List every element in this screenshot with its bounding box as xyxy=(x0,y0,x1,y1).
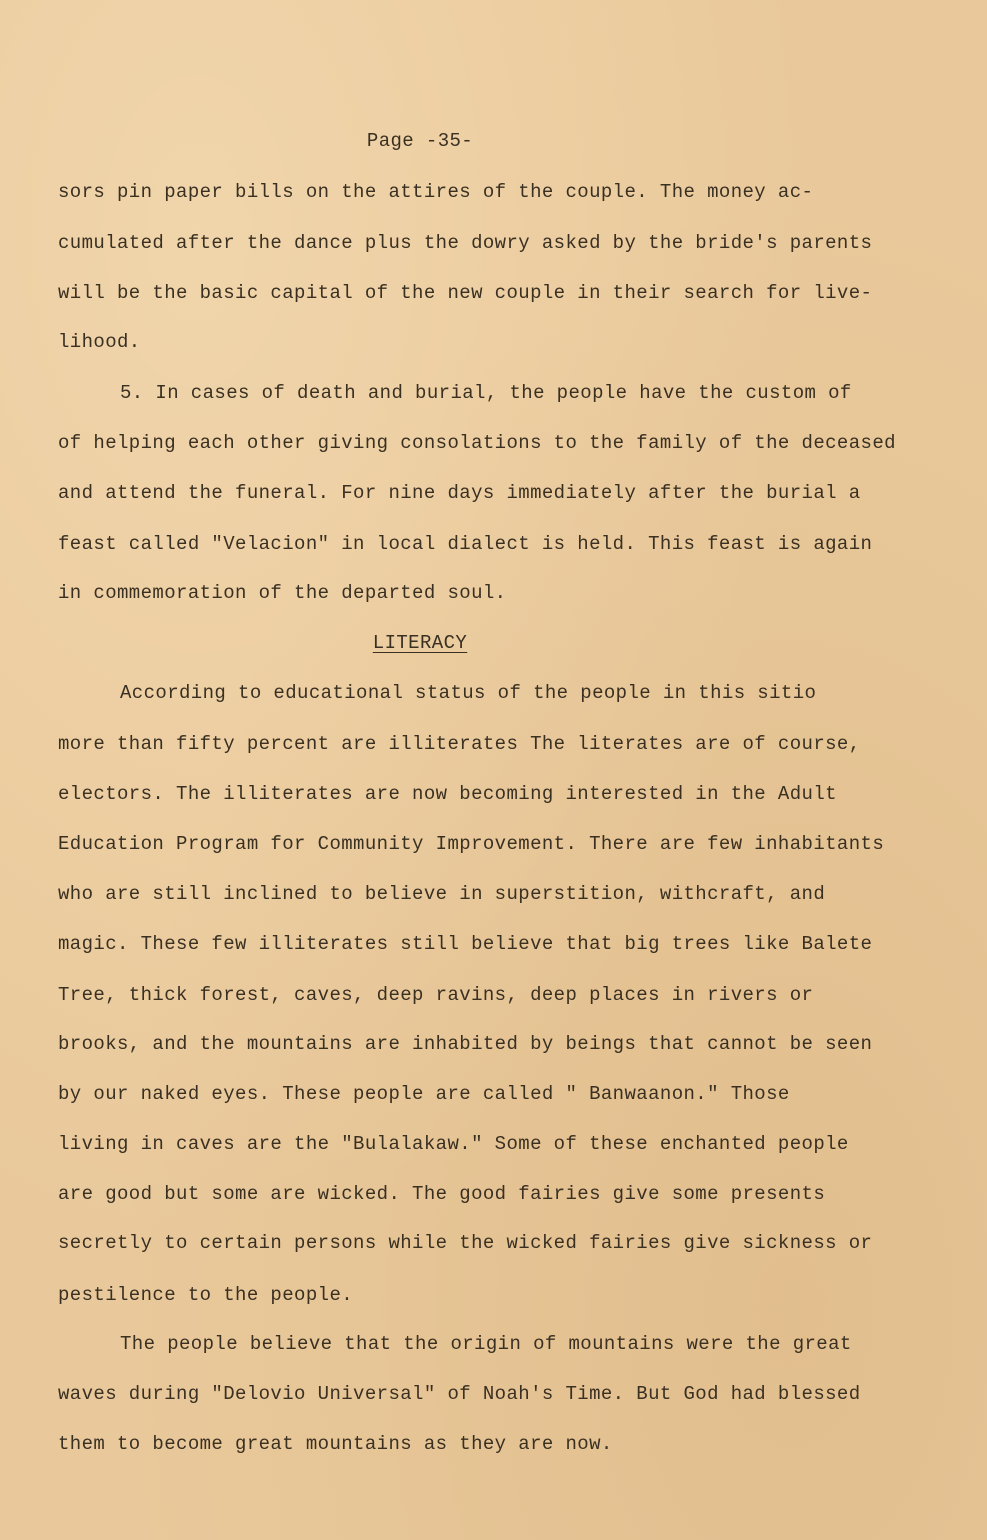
text-line: in commemoration of the departed soul. xyxy=(58,582,507,604)
text-line: magic. These few illiterates still believe that big trees like Balete xyxy=(58,933,873,955)
text-line: waves during "Delovio Universal" of Noah's Time. But God had blessed xyxy=(58,1383,861,1405)
text-line: sors pin paper bills on the attires of the couple. The money ac- xyxy=(58,181,814,203)
text-line: Education Program for Community Improvement. There are few inhabitants xyxy=(58,833,885,855)
text-line: lihood. xyxy=(58,331,141,353)
text-line: of helping each other giving consolations to the family of the deceased xyxy=(58,432,896,454)
text-line: secretly to certain persons while the wicked fairies give sickness or xyxy=(58,1232,873,1254)
text-line: feast called "Velacion" in local dialect is held. This feast is again xyxy=(58,533,873,555)
text-line: them to become great mountains as they are now. xyxy=(58,1433,613,1455)
text-line: The people believe that the origin of mountains were the great xyxy=(120,1333,852,1355)
text-line: According to educational status of the people in this sitio xyxy=(120,682,817,704)
text-line: cumulated after the dance plus the dowry asked by the bride's parents xyxy=(58,232,873,254)
text-line: by our naked eyes. These people are called " Banwaanon." Those xyxy=(58,1083,790,1105)
text-line: electors. The illiterates are now becoming interested in the Adult xyxy=(58,783,837,805)
text-line: who are still inclined to believe in superstition, withcraft, and xyxy=(58,883,826,905)
page-number: Page -35- xyxy=(366,130,474,152)
text-line: living in caves are the "Bulalakaw." Some of these enchanted people xyxy=(58,1133,849,1155)
text-line: are good but some are wicked. The good fairies give some presents xyxy=(58,1183,826,1205)
text-line: 5. In cases of death and burial, the people have the custom of xyxy=(120,382,852,404)
text-line: will be the basic capital of the new couple in their search for live- xyxy=(58,282,873,304)
text-line: more than fifty percent are illiterates The literates are of course, xyxy=(58,733,861,755)
text-line: Tree, thick forest, caves, deep ravins, deep places in rivers or xyxy=(58,984,814,1006)
section-heading-text: LITERACY xyxy=(372,632,468,654)
text-line: brooks, and the mountains are inhabited by beings that cannot be seen xyxy=(58,1033,873,1055)
text-line: and attend the funeral. For nine days immediately after the burial a xyxy=(58,482,861,504)
text-line: pestilence to the people. xyxy=(58,1284,354,1306)
section-heading xyxy=(0,632,840,654)
